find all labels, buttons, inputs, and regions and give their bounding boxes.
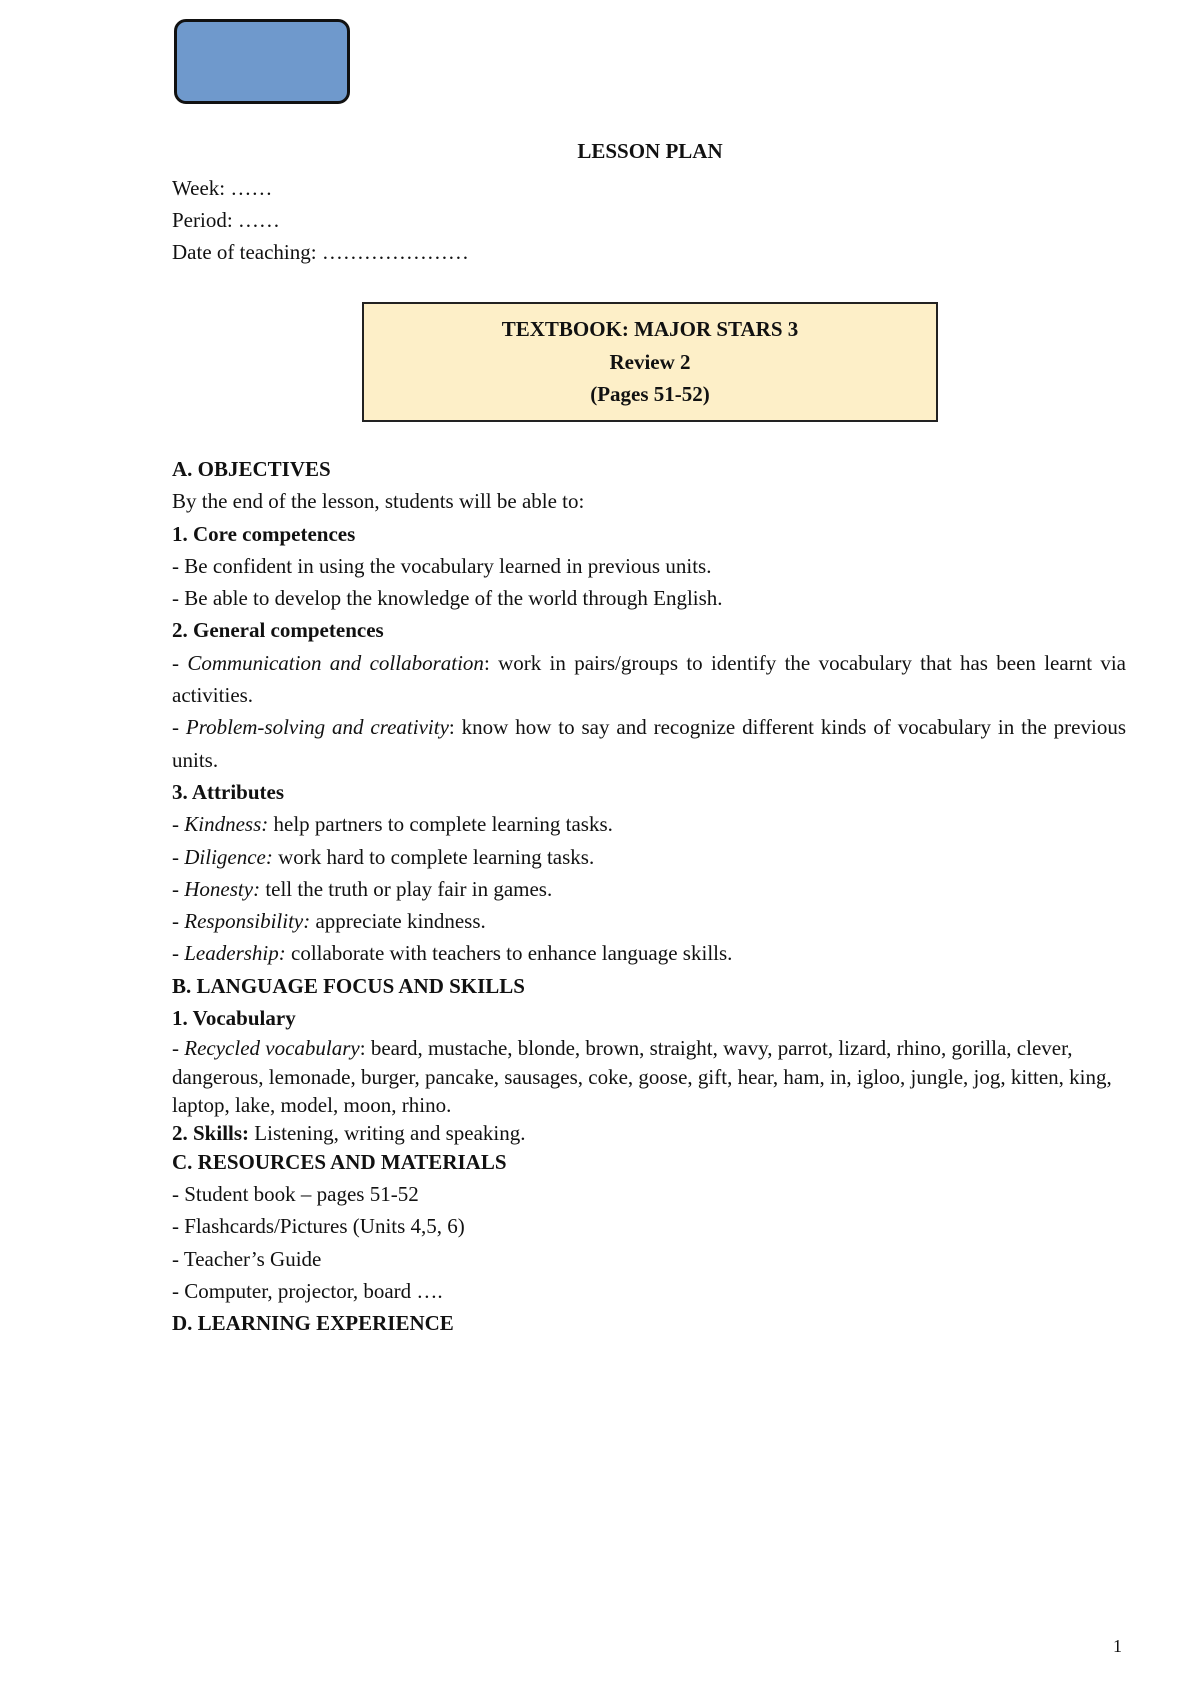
section-heading-objectives: A. OBJECTIVES bbox=[172, 457, 331, 481]
week-line: Week: …… bbox=[172, 176, 273, 200]
core-item: - Be able to develop the knowledge of the world through English. bbox=[172, 586, 723, 611]
attribute-label: Responsibility: bbox=[184, 909, 311, 934]
date-line: Date of teaching: ………………… bbox=[172, 240, 469, 264]
attribute-label: Diligence: bbox=[184, 844, 273, 869]
vocabulary-label: Recycled vocabulary bbox=[184, 1036, 360, 1061]
skills-label: 2. Skills: bbox=[172, 1120, 250, 1145]
lesson-content bbox=[172, 453, 1126, 1340]
vocabulary-heading: 1. Vocabulary bbox=[172, 1006, 296, 1031]
attribute-item: - Kindness: help partners to complete learning tasks. bbox=[172, 812, 613, 837]
attribute-item: - Diligence: work hard to complete learning tasks. bbox=[172, 844, 595, 869]
resource-item: - Student book – pages 51-52 bbox=[172, 1182, 419, 1207]
section-heading-resources: C. RESOURCES AND MATERIALS bbox=[172, 1149, 507, 1174]
lesson-meta bbox=[172, 172, 469, 268]
general-item: - Communication and collaboration: work in pairs/groups to identify the vocabulary that has been learnt via activities. bbox=[172, 650, 1126, 708]
page-title: LESSON PLAN bbox=[577, 139, 723, 163]
section-heading-language: B. LANGUAGE FOCUS AND SKILLS bbox=[172, 973, 525, 998]
objectives-intro: By the end of the lesson, students will be able to: bbox=[172, 489, 585, 514]
resource-item: - Computer, projector, board …. bbox=[172, 1279, 443, 1304]
vocabulary-list: - Recycled vocabulary: beard, mustache, blonde, brown, straight, wavy, parrot, lizard, rhino, gorilla, clever, dangerous, lemonade, burger, pancake, sausages, coke, goose, gift, hear, ham, in, igloo, jungle, jog, kitten, king, laptop, lake, model, moon, rhino. bbox=[172, 1036, 1112, 1118]
page-number: 1 bbox=[1113, 1636, 1122, 1656]
attribute-label: Kindness: bbox=[184, 812, 269, 837]
attributes-heading: 3. Attributes bbox=[172, 779, 284, 804]
skills-line: 2. Skills: Listening, writing and speaking. bbox=[172, 1120, 526, 1145]
attribute-item: - Honesty: tell the truth or play fair in games. bbox=[172, 876, 553, 901]
attribute-label: Honesty: bbox=[184, 876, 261, 901]
attribute-label: Leadership: bbox=[184, 941, 286, 966]
core-competences-heading: 1. Core competences bbox=[172, 521, 356, 546]
period-line: Period: …… bbox=[172, 208, 280, 232]
textbook-pages: (Pages 51-52) bbox=[590, 382, 710, 406]
section-heading-experience: D. LEARNING EXPERIENCE bbox=[172, 1311, 454, 1336]
general-item-label: Communication and collaboration bbox=[187, 650, 484, 675]
logo-placeholder bbox=[174, 19, 350, 104]
general-item: - Problem-solving and creativity: know how to say and recognize different kinds of vocabulary in the previous units. bbox=[172, 715, 1126, 772]
textbook-unit: Review 2 bbox=[609, 349, 691, 374]
attribute-item: - Responsibility: appreciate kindness. bbox=[172, 909, 486, 934]
core-item: - Be confident in using the vocabulary learned in previous units. bbox=[172, 553, 712, 578]
textbook-box bbox=[362, 302, 938, 422]
attribute-item: - Leadership: collaborate with teachers to enhance language skills. bbox=[172, 941, 733, 966]
general-competences-heading: 2. General competences bbox=[172, 618, 384, 643]
textbook-title: TEXTBOOK: MAJOR STARS 3 bbox=[501, 317, 799, 341]
general-item-label: Problem-solving and creativity bbox=[185, 715, 449, 740]
resource-item: - Teacher’s Guide bbox=[172, 1246, 322, 1271]
resource-item: - Flashcards/Pictures (Units 4,5, 6) bbox=[172, 1214, 465, 1239]
